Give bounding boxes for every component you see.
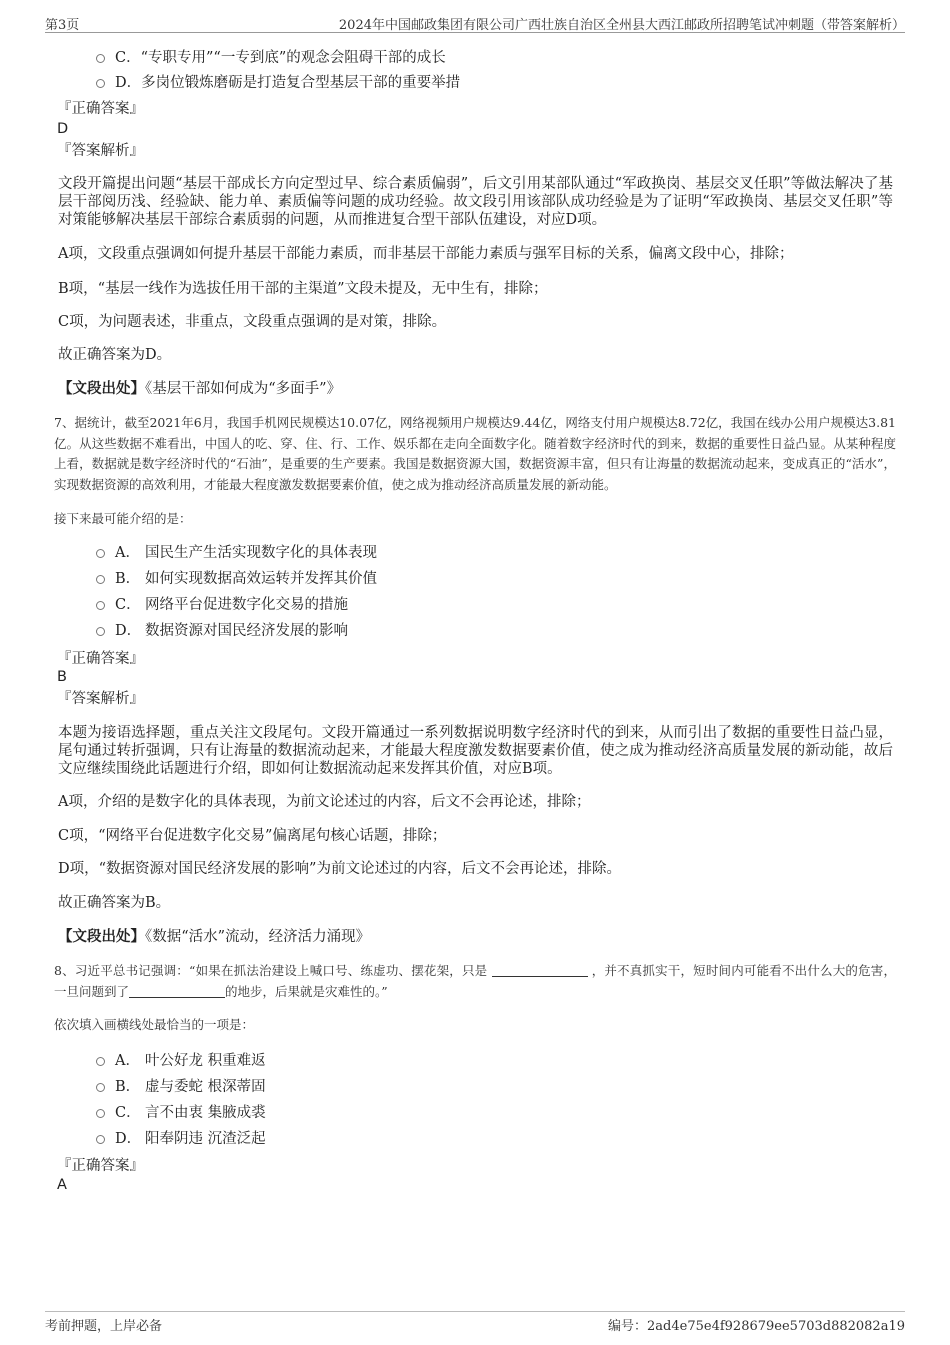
q8-option-d[interactable]: D． 阳奉阴违 沉渣泛起	[96, 1128, 266, 1150]
q6-analysis-a: A项，文段重点强调如何提升基层干部能力素质，而非基层干部能力素质与强军目标的关系，偏离文段中心，排除；	[58, 246, 794, 262]
q7-stem: 7、据统计，截至2021年6月，我国手机网民规模达10.07亿，网络视频用户规模达9.44亿，网络支付用户规模达8.72亿，我国在线办公用户规模达3.81亿。从这些数据不难看出，中国人的吃、穿、住、行、工作、娱乐都在走向全面数字化。随着数字经济时代的到来，数据的重要性日益凸显。从某种程度上看，数据就是数字经济时代的“石油”，是重要的生产要素。我国是数据资源大国，数据资源丰富，但只有让海量的数据流动起来，变成真正的“活水”，实现数据资源的高效利用，才能最大程度激发数据要素价值，使之成为推动经济高质量发展的新动能。	[54, 415, 897, 492]
q7-answer-label: 『正确答案』	[57, 651, 144, 667]
q6-analysis-main: 文段开篇提出问题“基层干部成长方向定型过早、综合素质偏弱”，后文引用某部队通过“军政换岗、基层交叉任职”等做法解决了基层干部阅历浅、经验缺、能力单、素质偏等问题的成功经验。故文段引用该部队成功经验是为了证明“军政换岗、基层交叉任职”等对策能够解决基层干部综合素质弱的问题，从而推进复合型干部队伍建设，对应D项。	[58, 176, 893, 228]
radio-icon[interactable]	[96, 1083, 105, 1092]
q8-option-c[interactable]: C． 言不由衷 集腋成裘	[96, 1102, 266, 1124]
q8-stem: 8、习近平总书记强调：“如果在抓法治建设上喊口号、练虚功、摆花架，只是 ，并不真抓实干，短时间内可能看不出什么大的危害，一旦问题到了 的地步，后果就是灾难性的。”	[54, 963, 896, 999]
radio-icon[interactable]	[96, 54, 105, 63]
q8-blank-2	[129, 984, 225, 998]
q8-option-b[interactable]: B． 虚与委蛇 根深蒂固	[96, 1076, 266, 1098]
q6-option-d[interactable]: D．多岗位锻炼磨砺是打造复合型基层干部的重要举措	[96, 72, 460, 94]
radio-icon[interactable]	[96, 601, 105, 610]
radio-icon[interactable]	[96, 1135, 105, 1144]
radio-icon[interactable]	[96, 1057, 105, 1066]
q7-option-a[interactable]: A． 国民生产生活实现数字化的具体表现	[96, 542, 377, 564]
q7-option-d[interactable]: D． 数据资源对国民经济发展的影响	[96, 620, 348, 642]
footer-serial: 编号：2ad4e75e4f928679ee5703d882082a19	[608, 1319, 905, 1334]
q6-answer-label: 『正确答案』	[57, 101, 144, 117]
q7-prompt: 接下来最可能介绍的是：	[54, 511, 192, 526]
q7-source: 【文段出处】《数据“活水”流动，经济活力涌现》	[58, 928, 371, 945]
q7-option-b[interactable]: B． 如何实现数据高效运转并发挥其价值	[96, 568, 377, 590]
q7-analysis-d: D项，“数据资源对国民经济发展的影响”为前文论述过的内容，后文不会再论述，排除。	[58, 861, 621, 877]
q6-analysis-b: B项，“基层一线作为选拔任用干部的主渠道”文段未提及，无中生有，排除；	[58, 281, 548, 297]
q7-analysis-main: 本题为接语选择题，重点关注文段尾句。文段开篇通过一系列数据说明数字经济时代的到来，从而引出了数据的重要性日益凸显，尾句通过转折强调，只有让海量的数据流动起来，才能最大程度激发数据要素价值，使之成为推动经济高质量发展的新动能，故后文应继续围绕此话题进行介绍，即如何让数据流动起来发挥其价值，对应B项。	[58, 725, 893, 777]
q8-answer: A	[57, 1177, 67, 1193]
q6-source: 【文段出处】《基层干部如何成为“多面手”》	[58, 380, 342, 397]
q6-conclusion: 故正确答案为D。	[58, 347, 172, 363]
q6-answer: D	[57, 121, 69, 137]
q7-conclusion: 故正确答案为B。	[58, 895, 171, 911]
document-title: 2024年中国邮政集团有限公司广西壮族自治区全州县大西江邮政所招聘笔试冲刺题（带答案解析）	[338, 18, 905, 33]
radio-icon[interactable]	[96, 79, 105, 88]
page-number: 第3页	[45, 18, 80, 33]
q7-option-c[interactable]: C． 网络平台促进数字化交易的措施	[96, 594, 348, 616]
q8-answer-label: 『正确答案』	[57, 1158, 144, 1174]
q7-answer: B	[57, 669, 67, 685]
q6-option-c[interactable]: C．“专职专用”“一专到底”的观念会阻碍干部的成长	[96, 47, 446, 69]
q7-analysis-label: 『答案解析』	[57, 691, 144, 707]
q6-analysis-label: 『答案解析』	[57, 143, 144, 159]
radio-icon[interactable]	[96, 627, 105, 636]
radio-icon[interactable]	[96, 575, 105, 584]
radio-icon[interactable]	[96, 1109, 105, 1118]
q6-analysis-c: C项，为问题表述，非重点，文段重点强调的是对策，排除。	[58, 314, 447, 330]
q8-prompt: 依次填入画横线处最恰当的一项是：	[54, 1017, 255, 1032]
q8-option-a[interactable]: A． 叶公好龙 积重难返	[96, 1050, 266, 1072]
page-footer	[45, 1311, 905, 1334]
q8-blank-1	[492, 963, 588, 977]
q7-analysis-c: C项，“网络平台促进数字化交易”偏离尾句核心话题，排除；	[58, 828, 447, 844]
q7-analysis-a: A项，介绍的是数字化的具体表现，为前文论述过的内容，后文不会再论述，排除；	[58, 794, 591, 810]
radio-icon[interactable]	[96, 549, 105, 558]
footer-slogan: 考前押题，上岸必备	[45, 1319, 163, 1334]
page-header	[45, 14, 905, 33]
